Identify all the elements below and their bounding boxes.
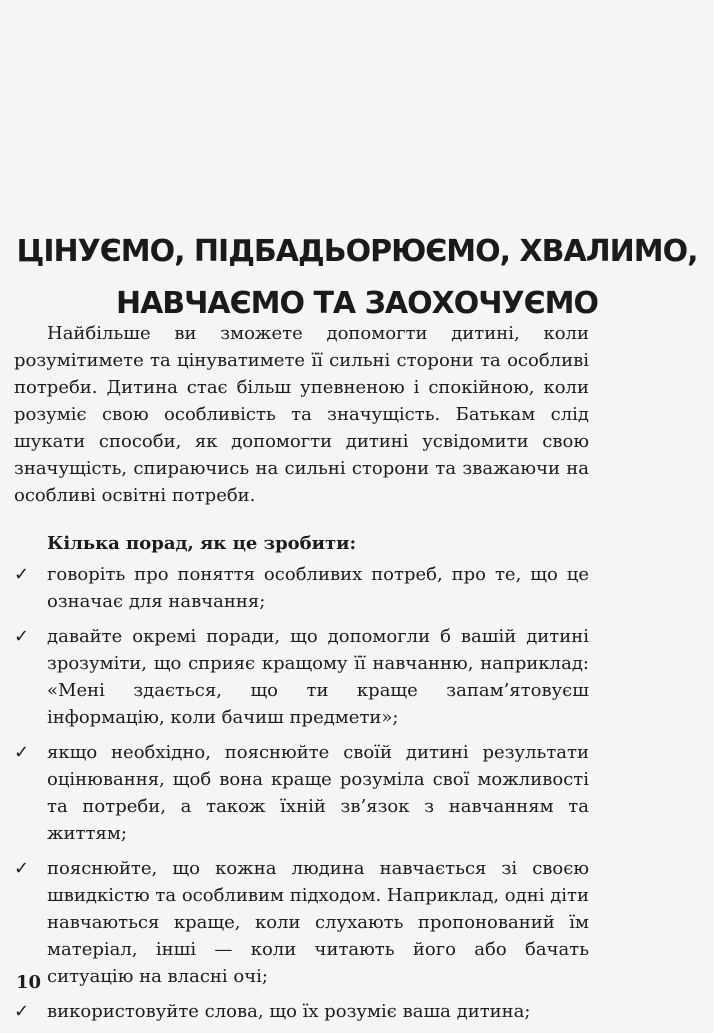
heading-line-1: ЦІНУЄМО, ПІДБАДЬОРЮЄМО, ХВАЛИМО, [16,234,698,269]
section-heading [0,226,714,330]
page-number: 10 [16,972,42,993]
heading-line-2: НАВЧАЄМО ТА ЗАОХОЧУЄМО [115,286,598,321]
body-text [14,320,589,1033]
intro-paragraph: Найбільше ви зможете допомогти дитині, коли розумітимете та цінуватимете її сильні сторони та особливі потреби. Дитина стає більш упевненою і спокійною, коли розуміє свою особливість та значущість. Батькам слід шукати способи, як допомогти дитині усвідомити свою значущість, спираючись на сильні сторони та зважаючи на особливі освітні потреби. [14,323,589,506]
list-item [14,561,589,615]
list-item [14,739,589,847]
tips-title: Кілька порад, як це зробити: [47,533,357,554]
list-item-text: пояснюйте, що кожна людина навчається зі своєю швидкістю та особливим підходом. Наприклад, одні діти навчаються краще, коли слухають пропонований їм матеріал, інші — коли читають його або бачать ситуацію на власні очі; [47,858,589,987]
list-item-text: говоріть про поняття особливих потреб, про те, що це означає для навчання; [47,564,589,612]
checkmark-icon: ✓ [14,1001,30,1022]
tips-list [14,561,589,1025]
list-item-text: давайте окремі поради, що допомогли б вашій дитині зрозуміти, що сприяє кращому її навчанню, наприклад: «Мені здається, що ти краще запам’ятовуєш інформацію, коли бачиш предмети»; [47,626,589,728]
list-item [14,623,589,731]
list-item [14,998,589,1025]
checkmark-icon: ✓ [14,626,30,647]
checkmark-icon: ✓ [14,564,30,585]
list-item [14,855,589,990]
list-item-text: якщо необхідно, пояснюйте своїй дитині результати оцінювання, щоб вона краще розуміла свої можливості та потреби, а також їхній зв’язок з навчанням та життям; [47,742,589,844]
checkmark-icon: ✓ [14,858,30,879]
list-item-text: використовуйте слова, що їх розуміє ваша дитина; [47,1001,531,1022]
checkmark-icon: ✓ [14,742,30,763]
